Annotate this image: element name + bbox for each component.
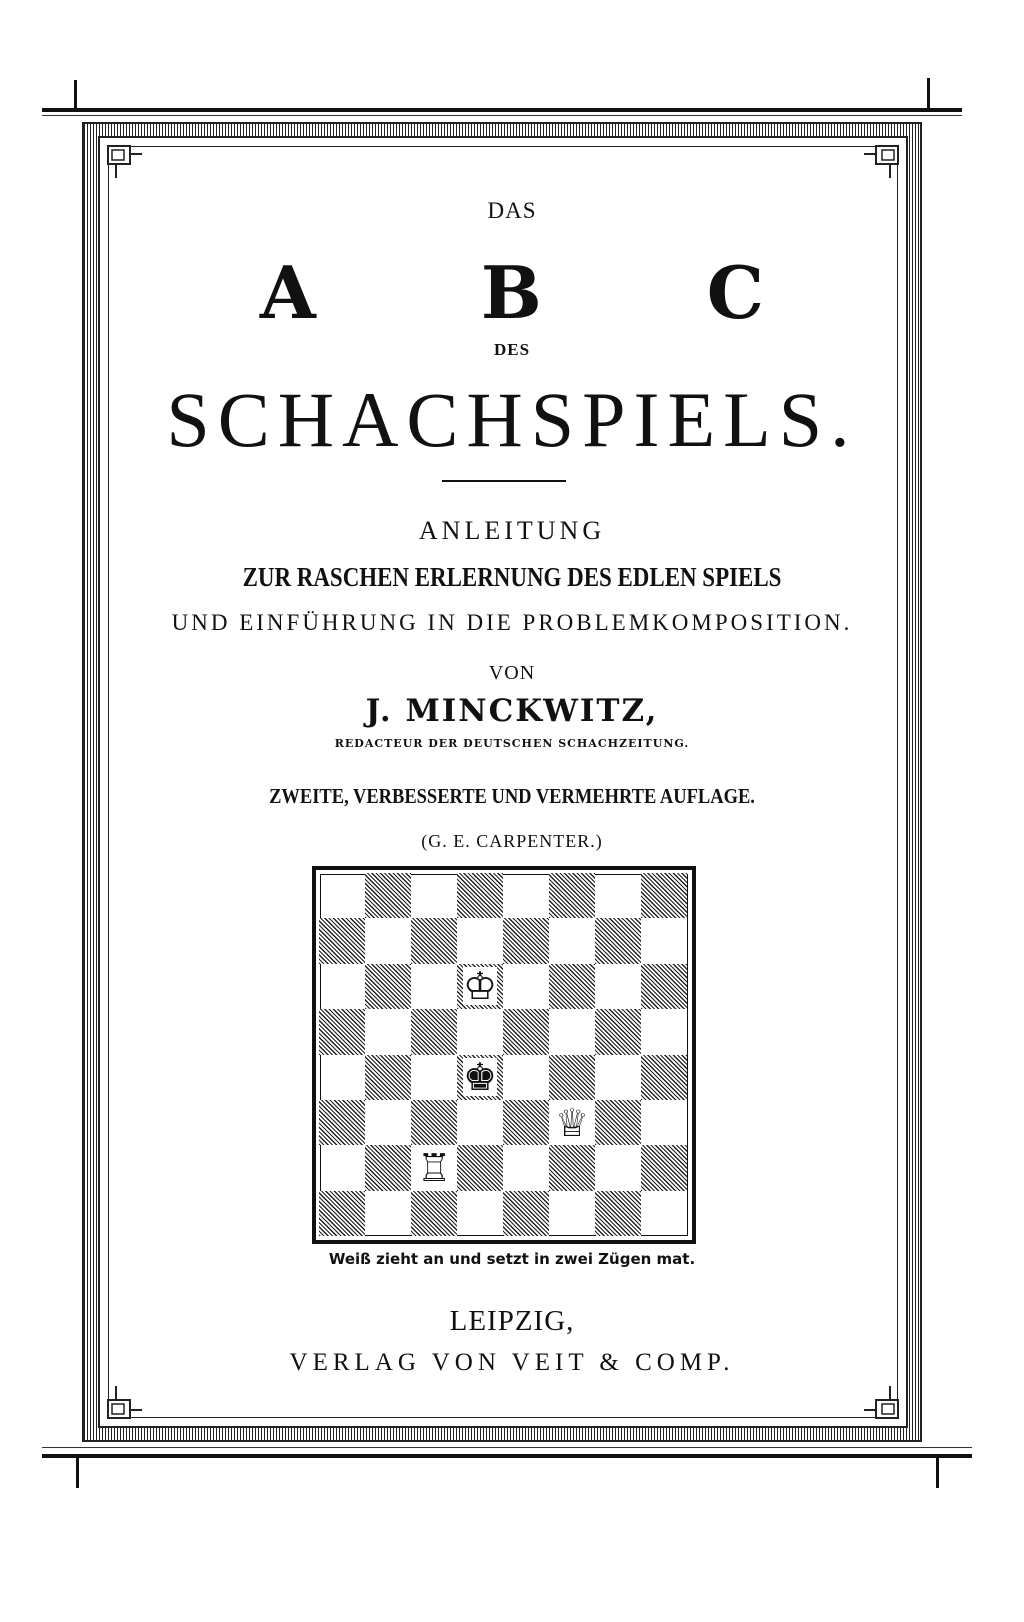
board-square <box>411 873 457 918</box>
board-square <box>595 1191 641 1236</box>
board-square <box>641 918 687 963</box>
board-square <box>411 1191 457 1236</box>
corner-ornament-top-right <box>862 142 902 182</box>
tick-top-left <box>74 80 77 108</box>
board-square <box>365 918 411 963</box>
board-square <box>503 1191 549 1236</box>
by-line <box>110 662 914 685</box>
publisher: VERLAG VON VEIT & COMP. <box>289 1349 735 1376</box>
problem-caption: Weiß zieht an und setzt in zwei Zügen mat. <box>328 1250 696 1268</box>
board-square <box>503 1145 549 1190</box>
board-square <box>641 1009 687 1054</box>
author-name: J. MINCKWITZ, <box>365 693 659 729</box>
board-square <box>503 1009 549 1054</box>
subtitle-line-2: ZUR RASCHEN ERLERNUNG DES EDLEN SPIELS <box>242 562 782 592</box>
edition-statement: ZWEITE, VERBESSERTE UND VERMEHRTE AUFLAGE. <box>269 784 755 808</box>
board-square <box>457 918 503 963</box>
board-square <box>411 1100 457 1145</box>
bottom-rule <box>42 1454 972 1458</box>
board-square <box>549 918 595 963</box>
black-king-icon <box>457 1055 503 1100</box>
black-king-icon-glyph: ♚ <box>462 1055 498 1100</box>
board-square <box>549 1145 595 1190</box>
white-king-icon <box>457 964 503 1009</box>
tick-top-right <box>927 78 930 108</box>
publication-place: LEIPZIG, <box>449 1305 575 1337</box>
chess-board <box>319 873 687 1236</box>
by-label: VON <box>488 662 536 684</box>
board-square <box>549 964 595 1009</box>
board-square <box>457 1100 503 1145</box>
board-square <box>365 1191 411 1236</box>
bottom-rule-thin <box>42 1447 972 1448</box>
board-square <box>549 1009 595 1054</box>
subtitle-anleitung: ANLEITUNG <box>418 516 606 545</box>
chess-problem-diagram <box>312 866 696 1244</box>
board-square <box>411 964 457 1009</box>
board-square <box>595 918 641 963</box>
corner-ornament-top-left <box>104 142 144 182</box>
board-square <box>503 964 549 1009</box>
board-square <box>549 873 595 918</box>
corner-ornament-bottom-right <box>862 1382 902 1422</box>
white-king-icon-glyph: ♔ <box>462 964 498 1009</box>
white-rook-icon-glyph: ♖ <box>416 1145 452 1190</box>
board-square <box>641 1100 687 1145</box>
board-square <box>549 1055 595 1100</box>
board-square <box>549 1191 595 1236</box>
white-queen-icon <box>549 1100 595 1145</box>
board-square <box>503 873 549 918</box>
subtitle-line-3: UND EINFÜHRUNG IN DIE PROBLEMKOMPOSITION. <box>171 610 853 635</box>
board-square <box>595 1009 641 1054</box>
board-square <box>319 1100 365 1145</box>
board-square <box>457 1009 503 1054</box>
board-square <box>319 1145 365 1190</box>
board-square <box>503 1055 549 1100</box>
board-square <box>641 964 687 1009</box>
board-square <box>411 918 457 963</box>
white-rook-icon <box>411 1145 457 1190</box>
problem-author: (G. E. CARPENTER.) <box>421 831 603 851</box>
board-square <box>319 873 365 918</box>
title-abc: A B C <box>259 250 835 335</box>
board-square <box>595 964 641 1009</box>
board-square <box>595 873 641 918</box>
board-square <box>503 1100 549 1145</box>
author-role: REDACTEUR DER DEUTSCHEN SCHACHZEITUNG. <box>334 737 690 750</box>
board-square <box>595 1100 641 1145</box>
board-square <box>595 1145 641 1190</box>
board-square <box>457 873 503 918</box>
board-square <box>365 1055 411 1100</box>
main-title: SCHACHSPIELS. <box>166 376 858 463</box>
board-square <box>319 964 365 1009</box>
board-square <box>641 1191 687 1236</box>
board-square <box>319 1191 365 1236</box>
board-square <box>595 1055 641 1100</box>
board-square <box>365 1009 411 1054</box>
title-das: DAS <box>487 198 537 223</box>
title-separator <box>442 480 566 482</box>
board-square <box>641 1145 687 1190</box>
board-square <box>457 1191 503 1236</box>
board-square <box>503 918 549 963</box>
corner-ornament-bottom-left <box>104 1382 144 1422</box>
board-square <box>365 873 411 918</box>
board-square <box>319 1009 365 1054</box>
board-square <box>319 918 365 963</box>
board-square <box>457 1145 503 1190</box>
top-rule-thin <box>42 115 962 116</box>
board-square <box>641 873 687 918</box>
board-square <box>365 1100 411 1145</box>
board-square <box>641 1055 687 1100</box>
top-rule <box>42 108 962 112</box>
board-square <box>319 1055 365 1100</box>
board-square <box>411 1009 457 1054</box>
white-queen-icon-glyph: ♕ <box>554 1100 590 1145</box>
board-square <box>365 1145 411 1190</box>
board-square <box>365 964 411 1009</box>
title-des: DES <box>493 340 531 359</box>
tick-bottom-right <box>936 1458 939 1488</box>
board-square <box>411 1055 457 1100</box>
tick-bottom-left <box>76 1458 79 1488</box>
